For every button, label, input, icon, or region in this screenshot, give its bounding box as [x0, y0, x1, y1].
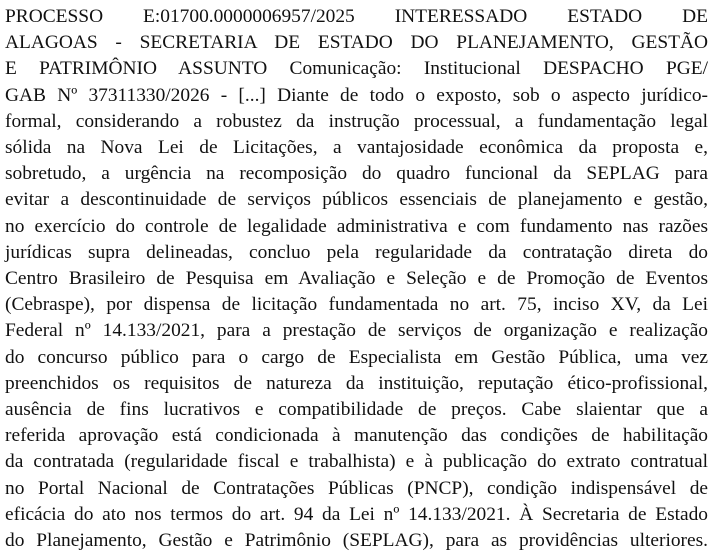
text-line: GAB Nº 37311330/2026 - [...] Diante de todo o exposto, sob o aspecto jurídico- [5, 84, 708, 106]
text-line: PROCESSO E:01700.0000006957/2025 INTERESSADO ESTADO DE [5, 6, 708, 27]
text-line: eficácia do ato nos termos do art. 94 da Lei nº 14.133/2021. À Secretaria de Estado [5, 503, 708, 525]
text-line: sobretudo, a urgência na recomposição do quadro funcional da SEPLAG para [5, 163, 708, 185]
text-line: da contratada (regularidade fiscal e trabalhista) e à publicação do extrato contratual [5, 451, 708, 473]
text-line: referida aprovação está condicionada à manutenção das condições de habilitação [5, 425, 708, 447]
despacho-paragraph [5, 4, 708, 554]
text-line: E PATRIMÔNIO ASSUNTO Comunicação: Institucional DESPACHO PGE/ [5, 58, 708, 80]
text-line: no exercício do controle de legalidade administrativa e com fundamento nas razões [5, 215, 708, 237]
text-line: do Planejamento, Gestão e Patrimônio (SEPLAG), para as providências ulteriores. [5, 530, 708, 552]
text-line: do concurso público para o cargo de Especialista em Gestão Pública, uma vez [5, 346, 708, 368]
text-line: no Portal Nacional de Contratações Públicas (PNCP), condição indispensável de [5, 477, 708, 499]
text-line: ausência de fins lucrativos e compatibilidade de preços. Cabe slaientar que a [5, 399, 708, 421]
text-line: formal, considerando a robustez da instrução processual, a fundamentação legal [5, 110, 708, 132]
text-line: Federal nº 14.133/2021, para a prestação de serviços de organização e realização [5, 320, 708, 342]
text-line: ALAGOAS - SECRETARIA DE ESTADO DO PLANEJAMENTO, GESTÃO [5, 32, 708, 54]
text-line: Centro Brasileiro de Pesquisa em Avaliação e Seleção e de Promoção de Eventos [5, 268, 708, 290]
text-line: jurídicas supra delineadas, concluo pela regularidade da contratação direta do [5, 241, 708, 263]
text-line: (Cebraspe), por dispensa de licitação fundamentada no art. 75, inciso XV, da Lei [5, 294, 708, 316]
text-line: preenchidos os requisitos de natureza da instituição, reputação ético-profissional, [5, 372, 708, 394]
text-line: evitar a descontinuidade de serviços públicos essenciais de planejamento e gestão, [5, 189, 708, 211]
text-line: sólida na Nova Lei de Licitações, a vantajosidade econômica da proposta e, [5, 137, 708, 159]
